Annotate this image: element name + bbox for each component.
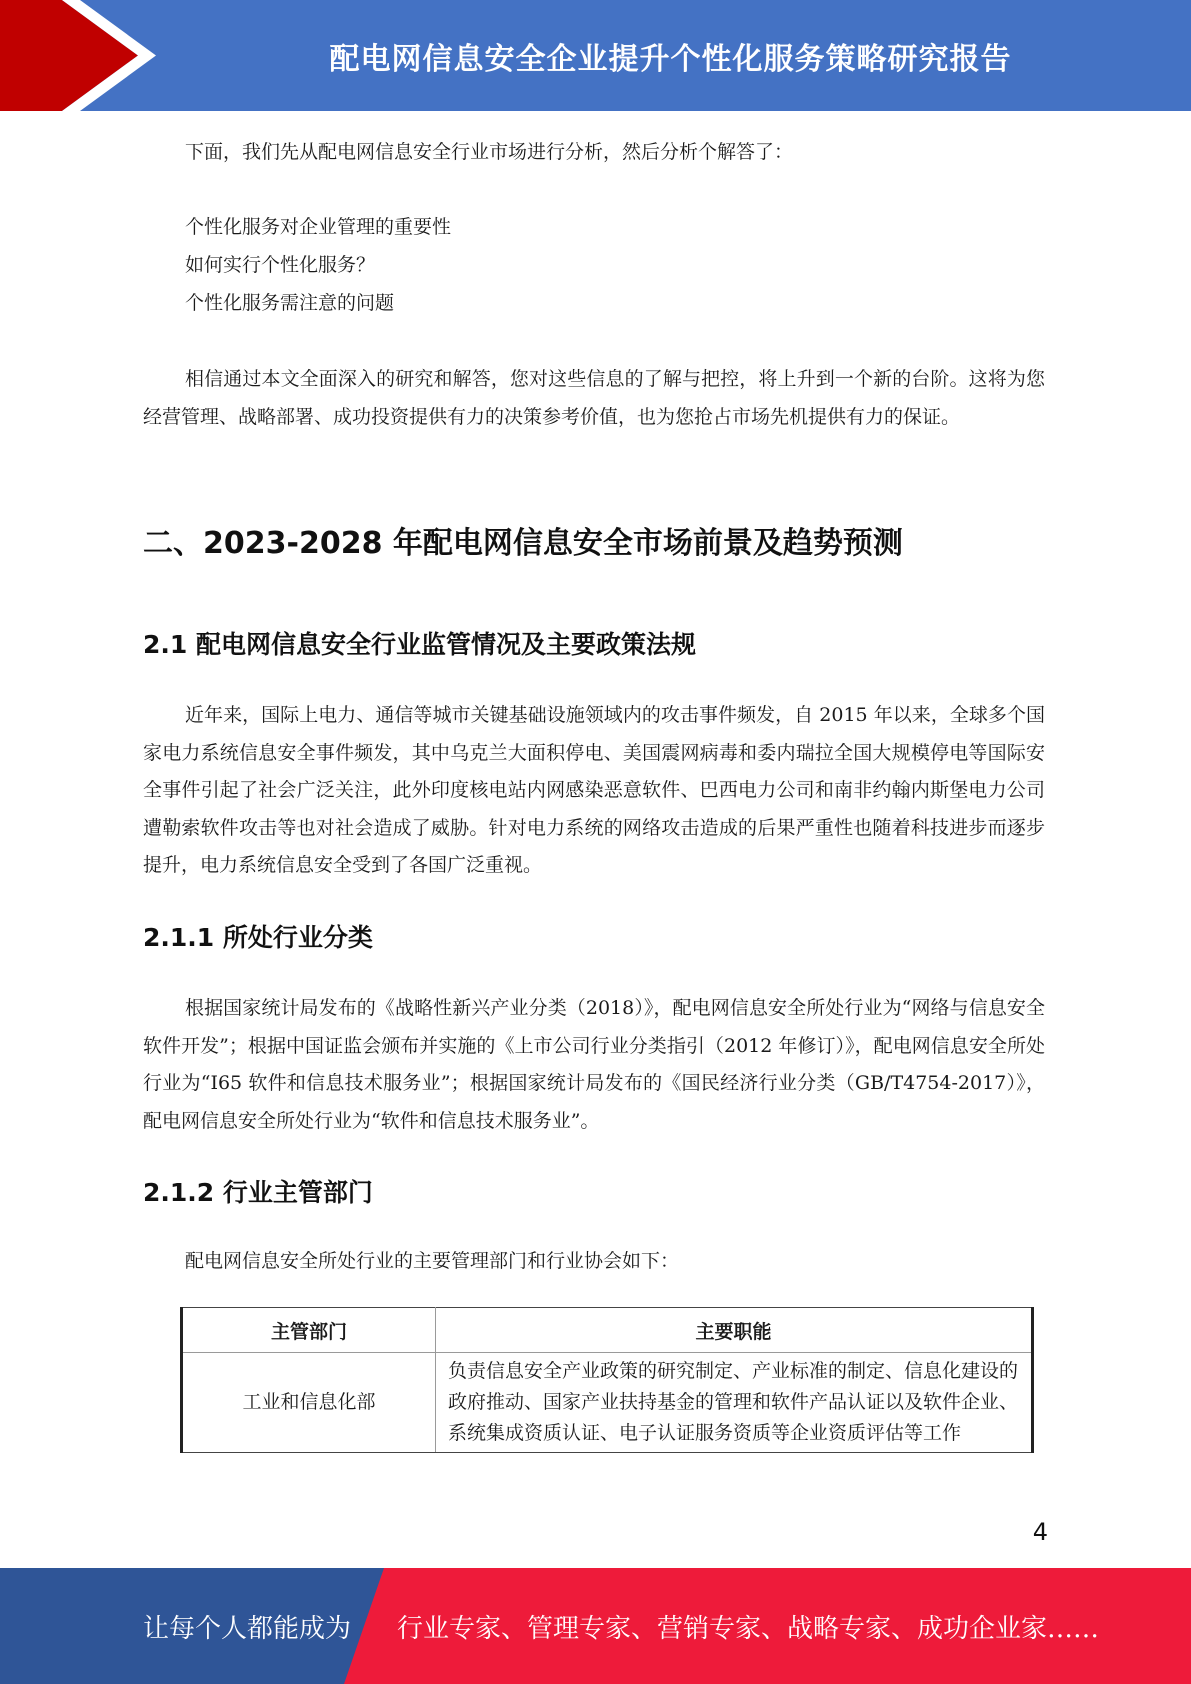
page-footer xyxy=(0,1568,1191,1684)
column-header: 主管部门 xyxy=(182,1308,436,1353)
page-number: 4 xyxy=(1032,1518,1048,1546)
paragraph: 近年来，国际上电力、通信等城市关键基础设施领域内的攻击事件频发，自 2015 年以来，全球多个国家电力系统信息安全事件频发，其中乌克兰大面积停电、美国震网病毒和委内瑞拉全国大规模停电等国际安全事件引起了社会广泛关注，此外印度核电站内网感染恶意软件、巴西电力公司和南非约翰内斯堡电力公司遭勒索软件攻击等也对社会造成了威胁。针对电力系统的网络攻击造成的后果严重性也随着科技进步而逐步提升，电力系统信息安全受到了各国广泛重视。 xyxy=(143,704,1045,876)
subsection-heading: 2.1.1 所处行业分类 xyxy=(143,923,373,952)
section-heading: 二、2023-2028 年配电网信息安全市场前景及趋势预测 xyxy=(143,526,903,561)
table-cell: 负责信息安全产业政策的研究制定、产业标准的制定、信息化建设的政府推动、国家产业扶持基金的管理和软件产品认证以及软件企业、系统集成资质认证、电子认证服务资质等企业资质评估等工作 xyxy=(436,1353,1033,1453)
table-cell: 工业和信息化部 xyxy=(182,1353,436,1453)
chevron-decoration xyxy=(0,0,160,111)
authority-table xyxy=(180,1307,1034,1453)
footer-slogan-left: 让每个人都能成为 xyxy=(143,1613,352,1644)
column-header: 主要职能 xyxy=(436,1308,1033,1353)
intro-item: 个性化服务需注意的问题 xyxy=(185,292,395,314)
paragraph: 配电网信息安全所处行业的主要管理部门和行业协会如下： xyxy=(185,1250,680,1272)
table-header-row xyxy=(182,1308,1033,1353)
subsection-heading: 2.1 配电网信息安全行业监管情况及主要政策法规 xyxy=(143,630,696,659)
paragraph: 根据国家统计局发布的《战略性新兴产业分类（2018）》，配电网信息安全所处行业为“网络与信息安全软件开发”；根据中国证监会颁布并实施的《上市公司行业分类指引（2012 年修订）》，配电网信息安全所处行业为“I65 软件和信息技术服务业”；根据国家统计局发布的《国民经济行业分类（GB/T4754-2017）》，配电网信息安全所处行业为“软件和信息技术服务业”。 xyxy=(143,997,1045,1132)
intro-lead: 下面，我们先从配电网信息安全行业市场进行分析，然后分析个解答了： xyxy=(185,141,794,163)
footer-slogan-right: 行业专家、管理专家、营销专家、战略专家、成功企业家…… xyxy=(397,1613,1100,1644)
intro-item: 如何实行个性化服务？ xyxy=(185,254,376,276)
intro-closing: 相信通过本文全面深入的研究和解答，您对这些信息的了解与把控，将上升到一个新的台阶。这将为您经营管理、战略部署、成功投资提供有力的决策参考价值，也为您抢占市场先机提供有力的保证。 xyxy=(143,368,1045,428)
intro-item: 个性化服务对企业管理的重要性 xyxy=(185,216,452,238)
report-title: 配电网信息安全企业提升个性化服务策略研究报告 xyxy=(329,41,1012,77)
table-row xyxy=(182,1353,1033,1453)
page-header xyxy=(0,0,1191,111)
subsection-heading: 2.1.2 行业主管部门 xyxy=(143,1178,373,1207)
